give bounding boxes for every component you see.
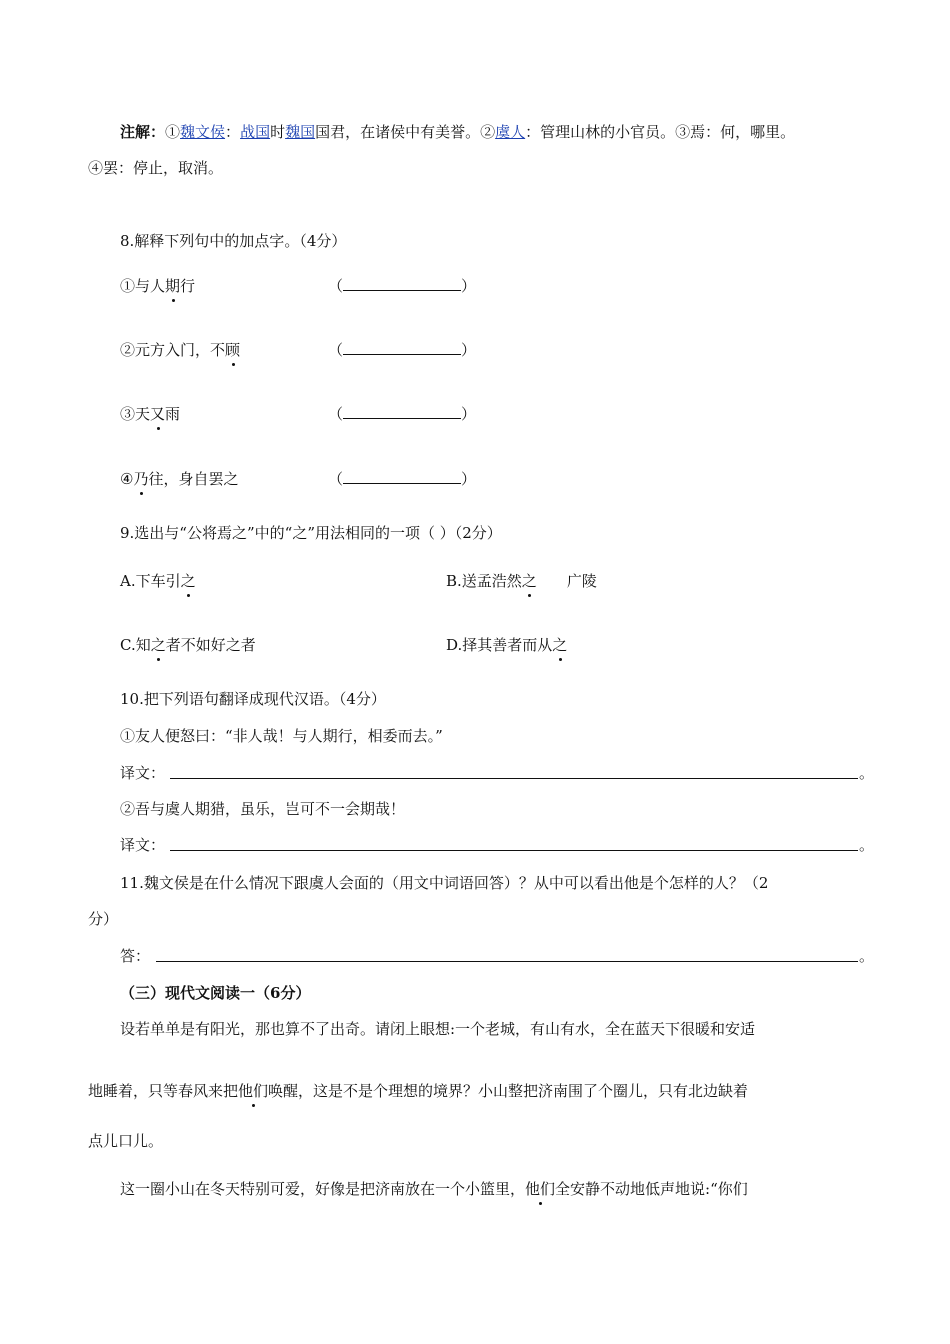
note-1-mark: ① — [165, 123, 181, 141]
passage-text: 地睡着，只等春风来把 — [88, 1082, 239, 1100]
q8-answer-2 — [328, 339, 476, 360]
q9-option-c[interactable] — [120, 634, 256, 655]
item-text: 雨 — [165, 405, 181, 423]
q8-answer-3 — [328, 403, 476, 424]
option-text: 广陵 — [566, 572, 597, 590]
paren-open: （ — [328, 470, 344, 488]
q9-option-b[interactable] — [446, 570, 597, 591]
q11-title-line-1: 11.魏文侯是在什么情况下跟虞人会面的（用文中词语回答）？从中可以看出他是个怎样的人？（2 — [120, 874, 769, 892]
dotted-char: 乃 — [133, 470, 149, 488]
dotted-char: 之 — [150, 636, 166, 654]
note-text: 国君，在诸侯中有美誉。② — [315, 123, 496, 141]
q10-answer-label-2: 译文： — [120, 836, 166, 854]
dotted-char: 之 — [521, 572, 537, 590]
answer-blank[interactable] — [343, 340, 461, 355]
item-text: 行 — [180, 277, 196, 295]
q9-option-d[interactable] — [446, 634, 567, 655]
answer-blank[interactable] — [343, 404, 461, 419]
q8-item-3 — [120, 403, 180, 424]
paren-open: （ — [328, 341, 344, 359]
q11-answer-label: 答： — [120, 947, 151, 965]
q10-title: 10.把下列语句翻译成现代汉语。（4分） — [120, 690, 386, 708]
q11-title-line-2: 分） — [88, 910, 119, 928]
q10-answer-line-2[interactable] — [170, 849, 858, 851]
item-text: 往，身自罢之 — [148, 470, 239, 488]
q8-item-2 — [120, 339, 240, 360]
passage-line-1: 设若单单是有阳光，那也算不了出奇。请闭上眼想:一个老城，有山有水，全在蓝天下很暖和安适 — [120, 1020, 756, 1038]
paren-close: ） — [461, 277, 477, 295]
item-text: ③天 — [120, 405, 151, 423]
answer-blank[interactable] — [343, 276, 461, 291]
notes-line-2: ④罢：停止，取消。 — [88, 159, 224, 177]
passage-line-2 — [88, 1080, 748, 1101]
paren-open: （ — [328, 405, 344, 423]
q11-answer-line[interactable] — [156, 960, 858, 962]
paren-close: ） — [461, 470, 477, 488]
dotted-word: 他们 — [238, 1082, 269, 1100]
q10-sentence-2: ②吾与虞人期猎，虽乐，岂可不一会期哉！ — [120, 800, 406, 818]
passage-text: 全安静不动地低声地说:“你们 — [555, 1180, 748, 1198]
option-text: B.送孟浩然 — [446, 572, 522, 590]
dotted-char: 又 — [150, 405, 166, 423]
option-text: D.择其善者而从 — [446, 636, 553, 654]
q10-sentence-1: ①友人便怒曰：“非人哉！与人期行，相委而去。” — [120, 727, 443, 745]
note-text: ：管理山林的小官员。③焉：何，哪里。 — [525, 123, 796, 141]
item-text: ④ — [120, 470, 134, 488]
period: 。 — [859, 947, 875, 965]
passage-text: 唤醒，这是不是个理想的境界？小山整把济南围了个圈儿，只有北边缺着 — [268, 1082, 749, 1100]
q10-answer-label-1: 译文： — [120, 764, 166, 782]
q8-answer-1 — [328, 275, 476, 296]
dotted-char: 之 — [180, 572, 196, 590]
q8-title: 8.解释下列句中的加点字。（4分） — [120, 232, 347, 250]
link-wei-guo[interactable]: 魏国 — [285, 123, 316, 141]
period: 。 — [859, 836, 875, 854]
q9-option-a[interactable] — [120, 570, 196, 591]
paren-open: （ — [328, 277, 344, 295]
dotted-word: 他们 — [525, 1180, 556, 1198]
period: 。 — [859, 764, 875, 782]
dotted-char: 之 — [552, 636, 568, 654]
notes-label: 注解： — [120, 123, 166, 141]
answer-blank[interactable] — [343, 469, 461, 484]
paren-close: ） — [461, 341, 477, 359]
q8-answer-4 — [328, 468, 476, 489]
passage-line-3: 点儿口儿。 — [88, 1132, 164, 1150]
item-text: ①与人 — [120, 277, 166, 295]
passage-text: 这一圈小山在冬天特别可爱，好像是把济南放在一个小篮里， — [120, 1180, 526, 1198]
q10-answer-line-1[interactable] — [170, 777, 858, 779]
option-text: A.下车引 — [120, 572, 181, 590]
q9-title: 9.选出与“公将焉之”中的“之”用法相同的一项（ ）（2分） — [120, 524, 502, 542]
passage-line-4 — [120, 1178, 748, 1199]
q8-item-1 — [120, 275, 195, 296]
dotted-char: 期 — [165, 277, 181, 295]
notes-line-1 — [120, 121, 795, 142]
dotted-char: 顾 — [225, 341, 241, 359]
colon: ： — [225, 123, 241, 141]
item-text: ②元方入门，不 — [120, 341, 226, 359]
section-3-heading: （三）现代文阅读一（6分） — [120, 984, 311, 1002]
paren-close: ） — [461, 405, 477, 423]
link-yu-ren[interactable]: 虞人 — [495, 123, 526, 141]
note-text: 时 — [270, 123, 286, 141]
option-text: 者不如好之者 — [165, 636, 256, 654]
link-zhan-guo[interactable]: 战国 — [240, 123, 271, 141]
option-text: C.知 — [120, 636, 151, 654]
q8-item-4 — [120, 468, 238, 489]
link-wei-wen-hou[interactable]: 魏文侯 — [180, 123, 226, 141]
